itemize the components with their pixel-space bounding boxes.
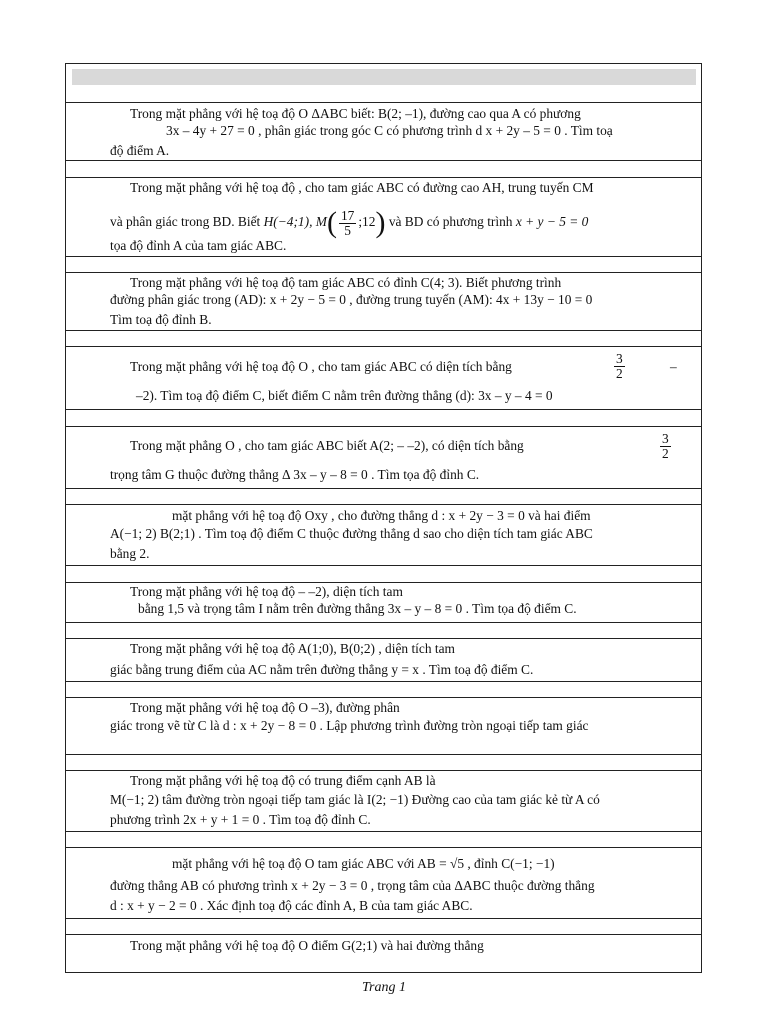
problem-line: – bbox=[670, 359, 677, 374]
problem-line: mặt phẳng với hệ toạ độ O tam giác ABC với AB = √5 , đỉnh C(−1; −1) bbox=[172, 856, 555, 871]
problem-line: đường thẳng AB có phương trình x + 2y − 3 = 0 , trọng tâm của ΔABC thuộc đường thẳng bbox=[110, 878, 595, 893]
row-divider bbox=[65, 272, 702, 273]
problem-line: phương trình 2x + y + 1 = 0 . Tìm toạ độ đỉnh C. bbox=[110, 812, 371, 827]
problem-line: Trong mặt phẳng O , cho tam giác ABC biết A(2; – –2), có diện tích bằng bbox=[130, 438, 524, 453]
fraction bbox=[612, 352, 627, 381]
problem-line bbox=[110, 208, 588, 238]
row-divider bbox=[65, 638, 702, 639]
problem-line: tọa độ đỉnh A của tam giác ABC. bbox=[110, 238, 287, 253]
problem-line: giác trong vẽ từ C là d : x + 2y − 8 = 0 . Lập phương trình đường tròn ngoại tiếp tam giác bbox=[110, 718, 589, 733]
math-tail: ;12 bbox=[358, 214, 376, 230]
problem-line: Trong mặt phẳng với hệ toạ độ tam giác ABC có đỉnh C(4; 3). Biết phương trình bbox=[130, 275, 562, 290]
problem-line: Trong mặt phẳng với hệ toạ độ – –2), diện tích tam bbox=[130, 584, 403, 599]
row-divider bbox=[65, 754, 702, 755]
problem-line: giác bằng trung điểm của AC nằm trên đường thẳng y = x . Tìm toạ độ điểm C. bbox=[110, 662, 534, 677]
problem-line: Trong mặt phẳng với hệ toạ độ O , cho tam giác ABC có diện tích bằng bbox=[130, 359, 512, 374]
row-divider bbox=[65, 681, 702, 682]
fraction bbox=[339, 209, 356, 238]
fraction-denominator: 2 bbox=[662, 446, 669, 461]
problem-line: d : x + y − 2 = 0 . Xác định toạ độ các đỉnh A, B của tam giác ABC. bbox=[110, 898, 473, 913]
left-paren: ( bbox=[326, 206, 337, 239]
page-footer: Trang 1 bbox=[362, 980, 406, 995]
row-divider bbox=[65, 504, 702, 505]
row-divider bbox=[65, 622, 702, 623]
problem-line: độ điểm A. bbox=[110, 143, 170, 158]
row-divider bbox=[65, 330, 702, 331]
row-divider bbox=[65, 831, 702, 832]
row-divider bbox=[65, 697, 702, 698]
problem-line: Trong mặt phẳng với hệ toạ độ A(1;0), B(0;2) , diện tích tam bbox=[130, 641, 455, 656]
row-divider bbox=[65, 582, 702, 583]
row-divider bbox=[65, 256, 702, 257]
row-divider bbox=[65, 409, 702, 410]
fraction-numerator: 3 bbox=[616, 351, 623, 366]
problem-line: mặt phẳng với hệ toạ độ Oxy , cho đường thẳng d : x + 2y − 3 = 0 và hai điểm bbox=[172, 508, 591, 523]
problem-line: M(−1; 2) tâm đường tròn ngoại tiếp tam giác là I(2; −1) Đường cao của tam giác kẻ từ A có bbox=[110, 792, 600, 807]
row-divider bbox=[65, 488, 702, 489]
fraction bbox=[658, 432, 673, 461]
fraction-numerator: 3 bbox=[662, 431, 669, 446]
problem-line: bằng 2. bbox=[110, 546, 150, 561]
row-divider bbox=[65, 346, 702, 347]
row-divider bbox=[65, 918, 702, 919]
problem-line: Trong mặt phẳng với hệ toạ độ có trung điểm cạnh AB là bbox=[130, 773, 436, 788]
problem-line: 3x – 4y + 27 = 0 , phân giác trong góc C có phương trình d x + 2y – 5 = 0 . Tìm toạ bbox=[166, 123, 613, 138]
row-divider bbox=[65, 160, 702, 161]
row-divider bbox=[65, 770, 702, 771]
math-equation: x + y − 5 = 0 bbox=[515, 214, 589, 230]
problem-line: A(−1; 2) B(2;1) . Tìm toạ độ điểm C thuộc đường thẳng d sao cho diện tích tam giác ABC bbox=[110, 526, 593, 541]
header-bar bbox=[72, 69, 696, 85]
problem-line: Tìm toạ độ đỉnh B. bbox=[110, 312, 212, 327]
fraction-denominator: 5 bbox=[344, 222, 351, 238]
problem-line: đường phân giác trong (AD): x + 2y − 5 = 0 , đường trung tuyến (AM): 4x + 13y − 10 = 0 bbox=[110, 292, 593, 307]
problem-line: –2). Tìm toạ độ điểm C, biết điểm C nằm trên đường thẳng (d): 3x – y – 4 = 0 bbox=[136, 388, 553, 403]
row-divider bbox=[65, 934, 702, 935]
row-divider bbox=[65, 847, 702, 848]
row-divider bbox=[65, 426, 702, 427]
math-point: H(−4;1), M bbox=[263, 214, 327, 230]
problem-line: Trong mặt phẳng với hệ toạ độ O ΔABC biết: B(2; –1), đường cao qua A có phương bbox=[130, 106, 581, 121]
problem-line: bằng 1,5 và trọng tâm I nằm trên đường thẳng 3x – y – 8 = 0 . Tìm tọa độ điểm C. bbox=[138, 601, 577, 616]
problem-line: trọng tâm G thuộc đường thẳng Δ 3x – y – 8 = 0 . Tìm tọa độ đỉnh C. bbox=[110, 467, 480, 482]
problem-line: Trong mặt phẳng với hệ toạ độ O –3), đường phân bbox=[130, 700, 400, 715]
problem-line: Trong mặt phẳng với hệ toạ độ , cho tam giác ABC có đường cao AH, trung tuyến CM bbox=[130, 180, 594, 195]
row-divider bbox=[65, 565, 702, 566]
fraction-denominator: 2 bbox=[616, 366, 623, 381]
problem-line: Trong mặt phẳng với hệ toạ độ O điểm G(2;1) và hai đường thẳng bbox=[130, 938, 484, 953]
row-divider bbox=[65, 102, 702, 103]
right-paren: ) bbox=[375, 206, 386, 239]
problem-text: và BD có phương trình bbox=[388, 214, 513, 230]
problem-text: và phân giác trong BD. Biết bbox=[110, 214, 261, 230]
row-divider bbox=[65, 177, 702, 178]
fraction-numerator: 17 bbox=[340, 207, 355, 223]
